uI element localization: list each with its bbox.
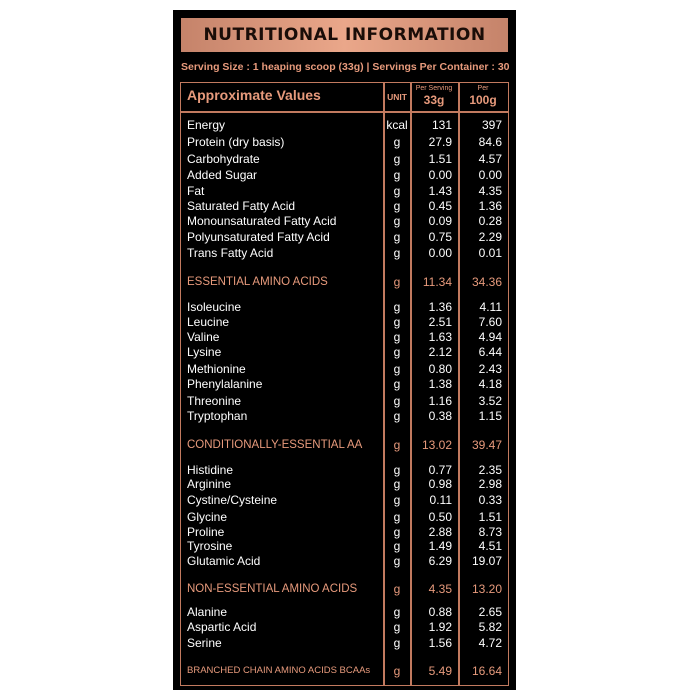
table-row xyxy=(181,538,508,554)
row-per-serving: 0.75 xyxy=(428,230,452,244)
header-divider xyxy=(181,111,508,113)
row-name: Serine xyxy=(187,636,222,650)
row-unit: g xyxy=(393,605,401,619)
row-name: Fat xyxy=(187,184,205,198)
row-unit: g xyxy=(393,664,401,678)
header-per-100g xyxy=(461,84,505,108)
table-row xyxy=(181,393,508,409)
row-name: Leucine xyxy=(187,315,230,329)
row-per-serving: 1.92 xyxy=(428,620,452,634)
serving-info: Serving Size : 1 heaping scoop (33g) | Servings Per Container : 30 xyxy=(181,61,510,73)
row-per-100g: 4.72 xyxy=(478,636,502,650)
row-unit: g xyxy=(393,510,401,524)
row-unit: g xyxy=(393,377,401,391)
row-per-100g: 4.11 xyxy=(479,300,502,314)
section-row xyxy=(181,274,508,290)
row-unit: g xyxy=(393,493,401,507)
row-name: Saturated Fatty Acid xyxy=(187,199,296,213)
row-per-100g: 34.36 xyxy=(471,275,502,289)
table-row xyxy=(181,604,508,620)
row-name: BRANCHED CHAIN AMINO ACIDS BCAAs xyxy=(187,665,371,676)
table-row xyxy=(181,509,508,525)
row-name: ESSENTIAL AMINO ACIDS xyxy=(187,276,328,288)
row-unit: g xyxy=(393,184,401,198)
row-per-serving: 1.36 xyxy=(428,300,452,314)
row-per-serving: 0.77 xyxy=(428,463,452,477)
table-row xyxy=(181,376,508,392)
row-name: Protein (dry basis) xyxy=(187,135,285,149)
row-per-100g: 8.73 xyxy=(478,525,502,539)
header-approximate-values: Approximate Values xyxy=(187,87,321,103)
row-per-serving: 1.63 xyxy=(428,330,452,344)
row-per-serving: 0.00 xyxy=(428,168,452,182)
row-unit: g xyxy=(393,438,401,452)
table-row xyxy=(181,476,508,492)
row-name: Tryptophan xyxy=(187,409,248,423)
row-per-100g: 39.47 xyxy=(471,438,502,452)
row-per-100g: 3.52 xyxy=(478,394,502,408)
header-per-100g-label: Per xyxy=(477,85,489,92)
row-per-serving: 1.49 xyxy=(428,539,452,553)
row-unit: g xyxy=(393,554,401,568)
section-row xyxy=(181,437,508,453)
table-row xyxy=(181,117,508,133)
row-per-100g: 4.51 xyxy=(478,539,502,553)
row-per-100g: 0.28 xyxy=(478,214,502,228)
row-name: Glycine xyxy=(187,510,228,524)
table-row xyxy=(181,635,508,651)
row-per-serving: 5.49 xyxy=(428,664,452,678)
table-row xyxy=(181,134,508,150)
row-per-serving: 0.88 xyxy=(428,605,452,619)
row-unit: g xyxy=(393,246,401,260)
row-per-serving: 0.45 xyxy=(428,199,452,213)
row-per-serving: 2.88 xyxy=(428,525,452,539)
row-name: Lysine xyxy=(187,345,222,359)
row-per-100g: 2.65 xyxy=(478,605,502,619)
row-name: Energy xyxy=(187,118,226,132)
row-per-serving: 11.34 xyxy=(422,275,452,289)
row-name: Phenylalanine xyxy=(187,377,263,391)
row-unit: g xyxy=(393,315,401,329)
table-row xyxy=(181,314,508,330)
table-row xyxy=(181,492,508,508)
header-unit: UNIT xyxy=(387,92,407,102)
row-per-serving: 0.80 xyxy=(428,362,452,376)
row-per-serving: 0.38 xyxy=(428,409,452,423)
row-per-100g: 13.20 xyxy=(471,582,502,596)
row-name: NON-ESSENTIAL AMINO ACIDS xyxy=(187,583,358,595)
section-row xyxy=(181,663,508,679)
table-row xyxy=(181,619,508,635)
row-unit: g xyxy=(393,463,401,477)
row-name: Isoleucine xyxy=(187,300,242,314)
row-name: CONDITIONALLY-ESSENTIAL AA xyxy=(187,439,363,451)
row-name: Methionine xyxy=(187,362,246,376)
row-unit: g xyxy=(393,230,401,244)
row-unit: g xyxy=(393,152,401,166)
row-per-100g: 397 xyxy=(481,118,502,132)
table-row xyxy=(181,183,508,199)
row-name: Arginine xyxy=(187,477,232,491)
row-per-serving: 0.50 xyxy=(428,510,452,524)
row-unit: g xyxy=(393,199,401,213)
row-unit: g xyxy=(393,330,401,344)
row-per-serving: 6.29 xyxy=(428,554,452,568)
table-row xyxy=(181,408,508,424)
title-bar xyxy=(181,18,508,52)
row-unit: g xyxy=(393,168,401,182)
row-per-100g: 5.82 xyxy=(478,620,502,634)
row-name: Cystine/Cysteine xyxy=(187,493,278,507)
row-per-serving: 0.09 xyxy=(428,214,452,228)
section-row xyxy=(181,581,508,597)
row-per-serving: 0.11 xyxy=(429,493,452,507)
row-per-100g: 2.43 xyxy=(478,362,502,376)
row-unit: g xyxy=(393,275,401,289)
row-unit: g xyxy=(393,394,401,408)
row-per-serving: 1.56 xyxy=(428,636,452,650)
table-row xyxy=(181,329,508,345)
row-per-serving: 1.38 xyxy=(428,377,452,391)
row-unit: g xyxy=(393,214,401,228)
row-per-serving: 4.35 xyxy=(428,582,452,596)
table-row xyxy=(181,299,508,315)
row-per-serving: 131 xyxy=(431,118,452,132)
row-per-100g: 4.18 xyxy=(478,377,502,391)
row-per-100g: 4.94 xyxy=(478,330,502,344)
row-unit: kcal xyxy=(386,118,408,132)
row-per-100g: 84.6 xyxy=(478,135,502,149)
row-per-100g: 4.57 xyxy=(478,152,502,166)
row-per-100g: 1.51 xyxy=(478,510,502,524)
row-per-100g: 16.64 xyxy=(471,664,502,678)
row-unit: g xyxy=(393,525,401,539)
table-row xyxy=(181,167,508,183)
table-row xyxy=(181,151,508,167)
row-name: Valine xyxy=(187,330,220,344)
table-row xyxy=(181,245,508,261)
header-per-serving xyxy=(412,84,456,108)
table-row xyxy=(181,229,508,245)
row-per-100g: 2.98 xyxy=(478,477,502,491)
row-unit: g xyxy=(393,135,401,149)
header-per-serving-amount: 33g xyxy=(423,93,445,107)
row-unit: g xyxy=(393,620,401,634)
row-unit: g xyxy=(393,362,401,376)
row-per-100g: 7.60 xyxy=(478,315,502,329)
row-unit: g xyxy=(393,582,401,596)
header-per-100g-amount: 100g xyxy=(469,93,497,107)
header-per-serving-label: Per Serving xyxy=(415,85,453,92)
row-name: Carbohydrate xyxy=(187,152,260,166)
row-name: Threonine xyxy=(187,394,242,408)
table-row xyxy=(181,361,508,377)
table-row xyxy=(181,344,508,360)
row-per-100g: 4.35 xyxy=(478,184,502,198)
nutrition-table xyxy=(180,82,509,686)
row-name: Tyrosine xyxy=(187,539,233,553)
row-name: Alanine xyxy=(187,605,228,619)
row-per-serving: 2.12 xyxy=(428,345,452,359)
row-name: Polyunsaturated Fatty Acid xyxy=(187,230,330,244)
row-name: Histidine xyxy=(187,463,234,477)
row-per-100g: 19.07 xyxy=(471,554,502,568)
row-per-serving: 1.16 xyxy=(428,394,452,408)
table-row xyxy=(181,553,508,569)
table-row xyxy=(181,213,508,229)
row-name: Added Sugar xyxy=(187,168,258,182)
row-name: Monounsaturated Fatty Acid xyxy=(187,214,337,228)
row-unit: g xyxy=(393,345,401,359)
row-per-serving: 1.43 xyxy=(428,184,452,198)
row-per-100g: 2.35 xyxy=(478,463,502,477)
row-unit: g xyxy=(393,539,401,553)
row-per-serving: 2.51 xyxy=(428,315,452,329)
row-unit: g xyxy=(393,636,401,650)
row-name: Glutamic Acid xyxy=(187,554,261,568)
row-unit: g xyxy=(393,409,401,423)
row-unit: g xyxy=(393,477,401,491)
row-per-100g: 1.36 xyxy=(478,199,502,213)
row-per-100g: 0.01 xyxy=(478,246,502,260)
row-per-100g: 2.29 xyxy=(478,230,502,244)
table-row xyxy=(181,198,508,214)
row-per-100g: 1.15 xyxy=(478,409,502,423)
row-per-serving: 0.00 xyxy=(428,246,452,260)
row-per-100g: 0.00 xyxy=(478,168,502,182)
row-per-serving: 13.02 xyxy=(421,438,452,452)
row-per-serving: 0.98 xyxy=(428,477,452,491)
row-unit: g xyxy=(393,300,401,314)
row-name: Trans Fatty Acid xyxy=(187,246,274,260)
row-name: Aspartic Acid xyxy=(187,620,257,634)
page-title: NUTRITIONAL INFORMATION xyxy=(203,25,486,45)
row-per-100g: 6.44 xyxy=(478,345,502,359)
row-per-serving: 1.51 xyxy=(428,152,452,166)
row-name: Proline xyxy=(187,525,225,539)
row-per-100g: 0.33 xyxy=(478,493,502,507)
row-per-serving: 27.9 xyxy=(428,135,452,149)
